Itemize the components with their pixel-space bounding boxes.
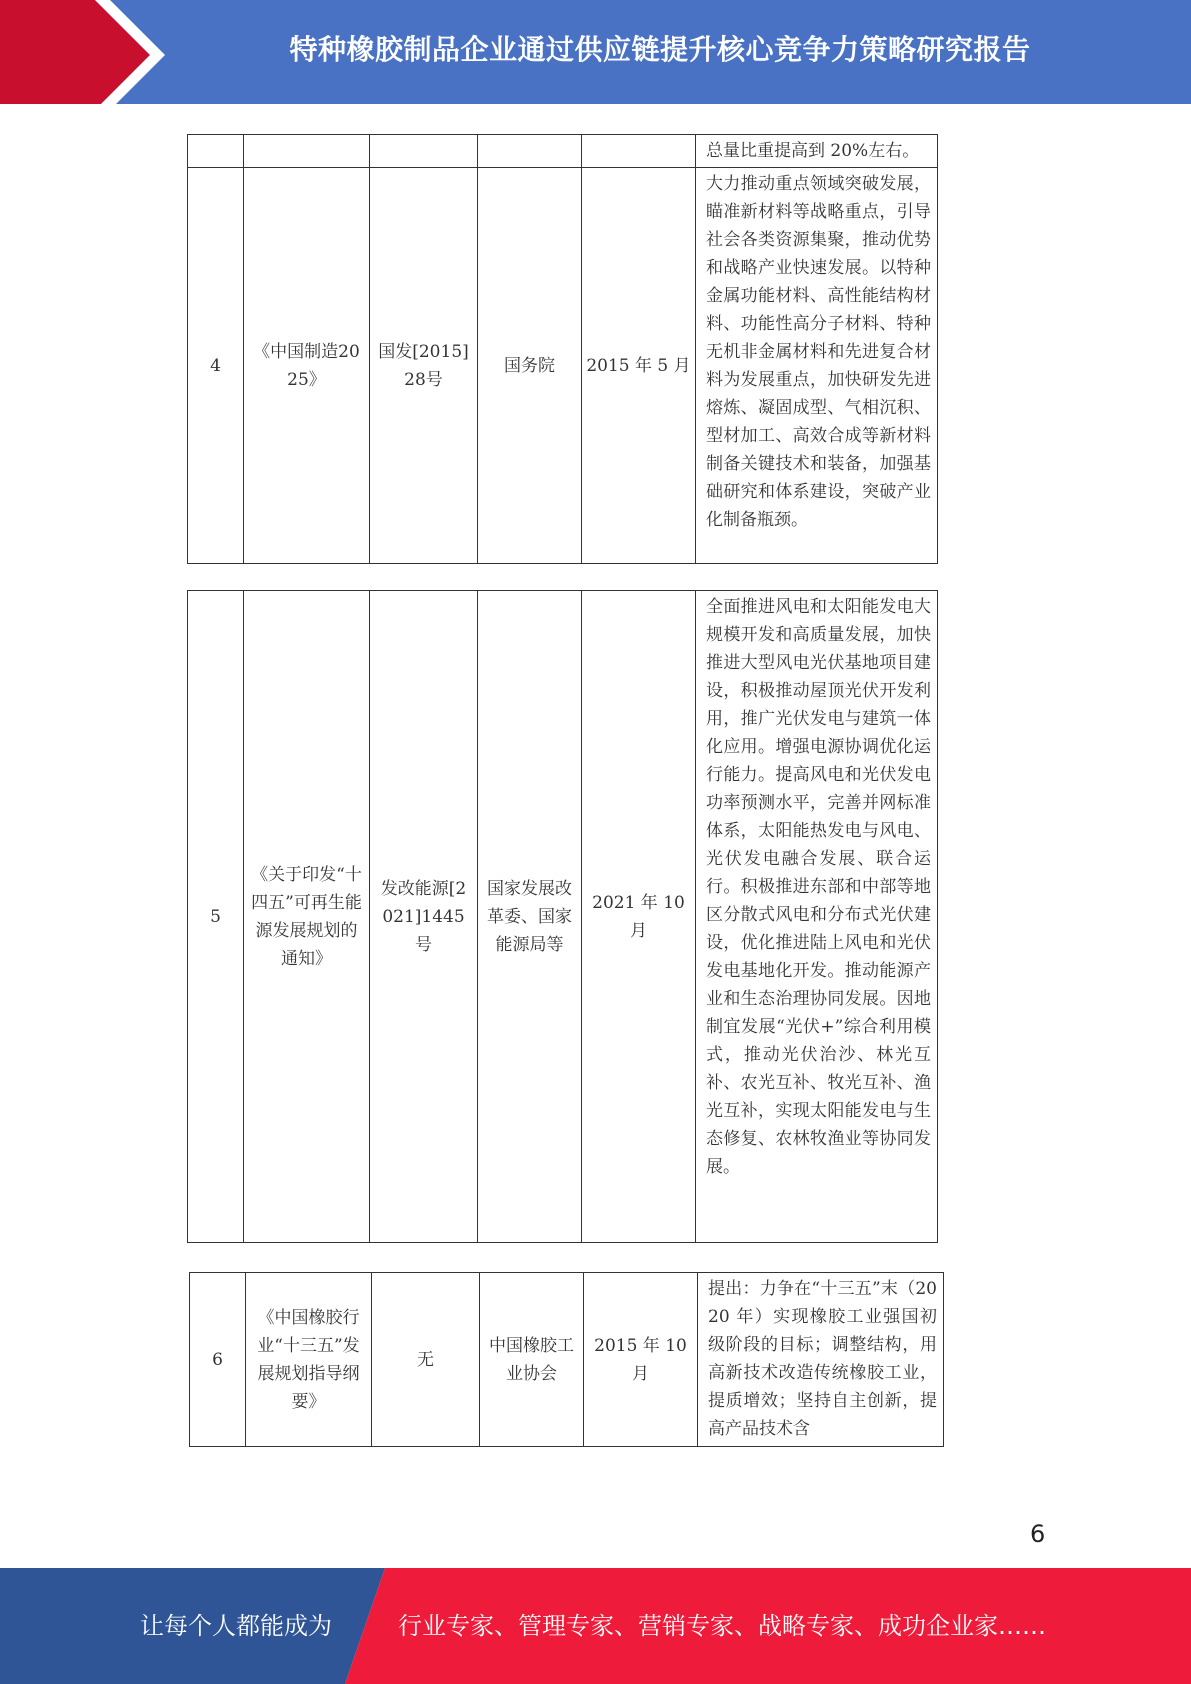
cell-content: 大力推动重点领域突破发展，瞄准新材料等战略重点，引导社会各类资源集聚，推动优势和战略产业快速发展。以特种金属功能材料、高性能结构材料、功能性高分子材料、特种无机非金属材料和先进复合材料为发展重点，加快研发先进熔炼、凝固成型、气相沉积、型材加工、高效合成等新材料制备关键技术和装备，加强基础研究和体系建设，突破产业化制备瓶颈。 [696, 168, 938, 564]
policy-table-part-2 [187, 590, 938, 1243]
cell-date: 2015 年 10 月 [584, 1273, 698, 1447]
page-footer [0, 1568, 1191, 1684]
cell-name [244, 135, 370, 168]
cell-doc-no: 无 [372, 1273, 480, 1447]
cell-no: 5 [188, 591, 244, 1243]
report-title: 特种橡胶制品企业通过供应链提升核心竞争力策略研究报告 [289, 33, 1031, 66]
cell-name: 《中国制造2025》 [244, 168, 370, 564]
table-row [190, 1273, 944, 1447]
policy-table-part-3 [189, 1272, 944, 1447]
cell-name: 《关于印发“十四五”可再生能源发展规划的通知》 [244, 591, 370, 1243]
cell-name: 《中国橡胶行业“十三五”发展规划指导纲要》 [246, 1273, 372, 1447]
table-row [188, 135, 938, 168]
cell-date [582, 135, 696, 168]
footer-slogan-left: 让每个人都能成为 [140, 1612, 332, 1640]
cell-issuer: 中国橡胶工业协会 [480, 1273, 584, 1447]
cell-content: 全面推进风电和太阳能发电大规模开发和高质量发展，加快推进大型风电光伏基地项目建设，积极推动屋顶光伏开发利用，推广光伏发电与建筑一体化应用。增强电源协调优化运行能力。提高风电和光伏发电功率预测水平，完善并网标准体系，太阳能热发电与风电、光伏发电融合发展、联合运行。积极推进东部和中部等地区分散式风电和分布式光伏建设，优化推进陆上风电和光伏发电基地化开发。推动能源产业和生态治理协同发展。因地制宜发展“光伏+”综合利用模式，推动光伏治沙、林光互补、农光互补、牧光互补、渔光互补，实现太阳能发电与生态修复、农林牧渔业等协同发展。 [696, 591, 938, 1243]
footer-slogan-right: 行业专家、管理专家、营销专家、战略专家、成功企业家…… [398, 1612, 1046, 1640]
cell-content: 总量比重提高到 20%左右。 [696, 135, 938, 168]
cell-doc-no: 发改能源[2021]1445号 [370, 591, 478, 1243]
cell-content: 提出：力争在“十三五”末（2020 年）实现橡胶工业强国初级阶段的目标；调整结构，用高新技术改造传统橡胶工业，提质增效；坚持自主创新，提高产品技术含 [698, 1273, 944, 1447]
header-bottom-edge [0, 104, 1191, 110]
cell-doc-no: 国发[2015]28号 [370, 168, 478, 564]
cell-no: 6 [190, 1273, 246, 1447]
cell-date: 2015 年 5 月 [582, 168, 696, 564]
cell-issuer: 国家发展改革委、国家能源局等 [478, 591, 582, 1243]
table-row [188, 168, 938, 564]
header-red-arrow [0, 0, 150, 110]
cell-date: 2021 年 10 月 [582, 591, 696, 1243]
cell-no: 4 [188, 168, 244, 564]
page-header [0, 0, 1191, 110]
cell-no [188, 135, 244, 168]
cell-issuer [478, 135, 582, 168]
page-number: 6 [1030, 1520, 1046, 1548]
table-row [188, 591, 938, 1243]
cell-issuer: 国务院 [478, 168, 582, 564]
cell-doc-no [370, 135, 478, 168]
policy-table-part-1 [187, 134, 938, 564]
